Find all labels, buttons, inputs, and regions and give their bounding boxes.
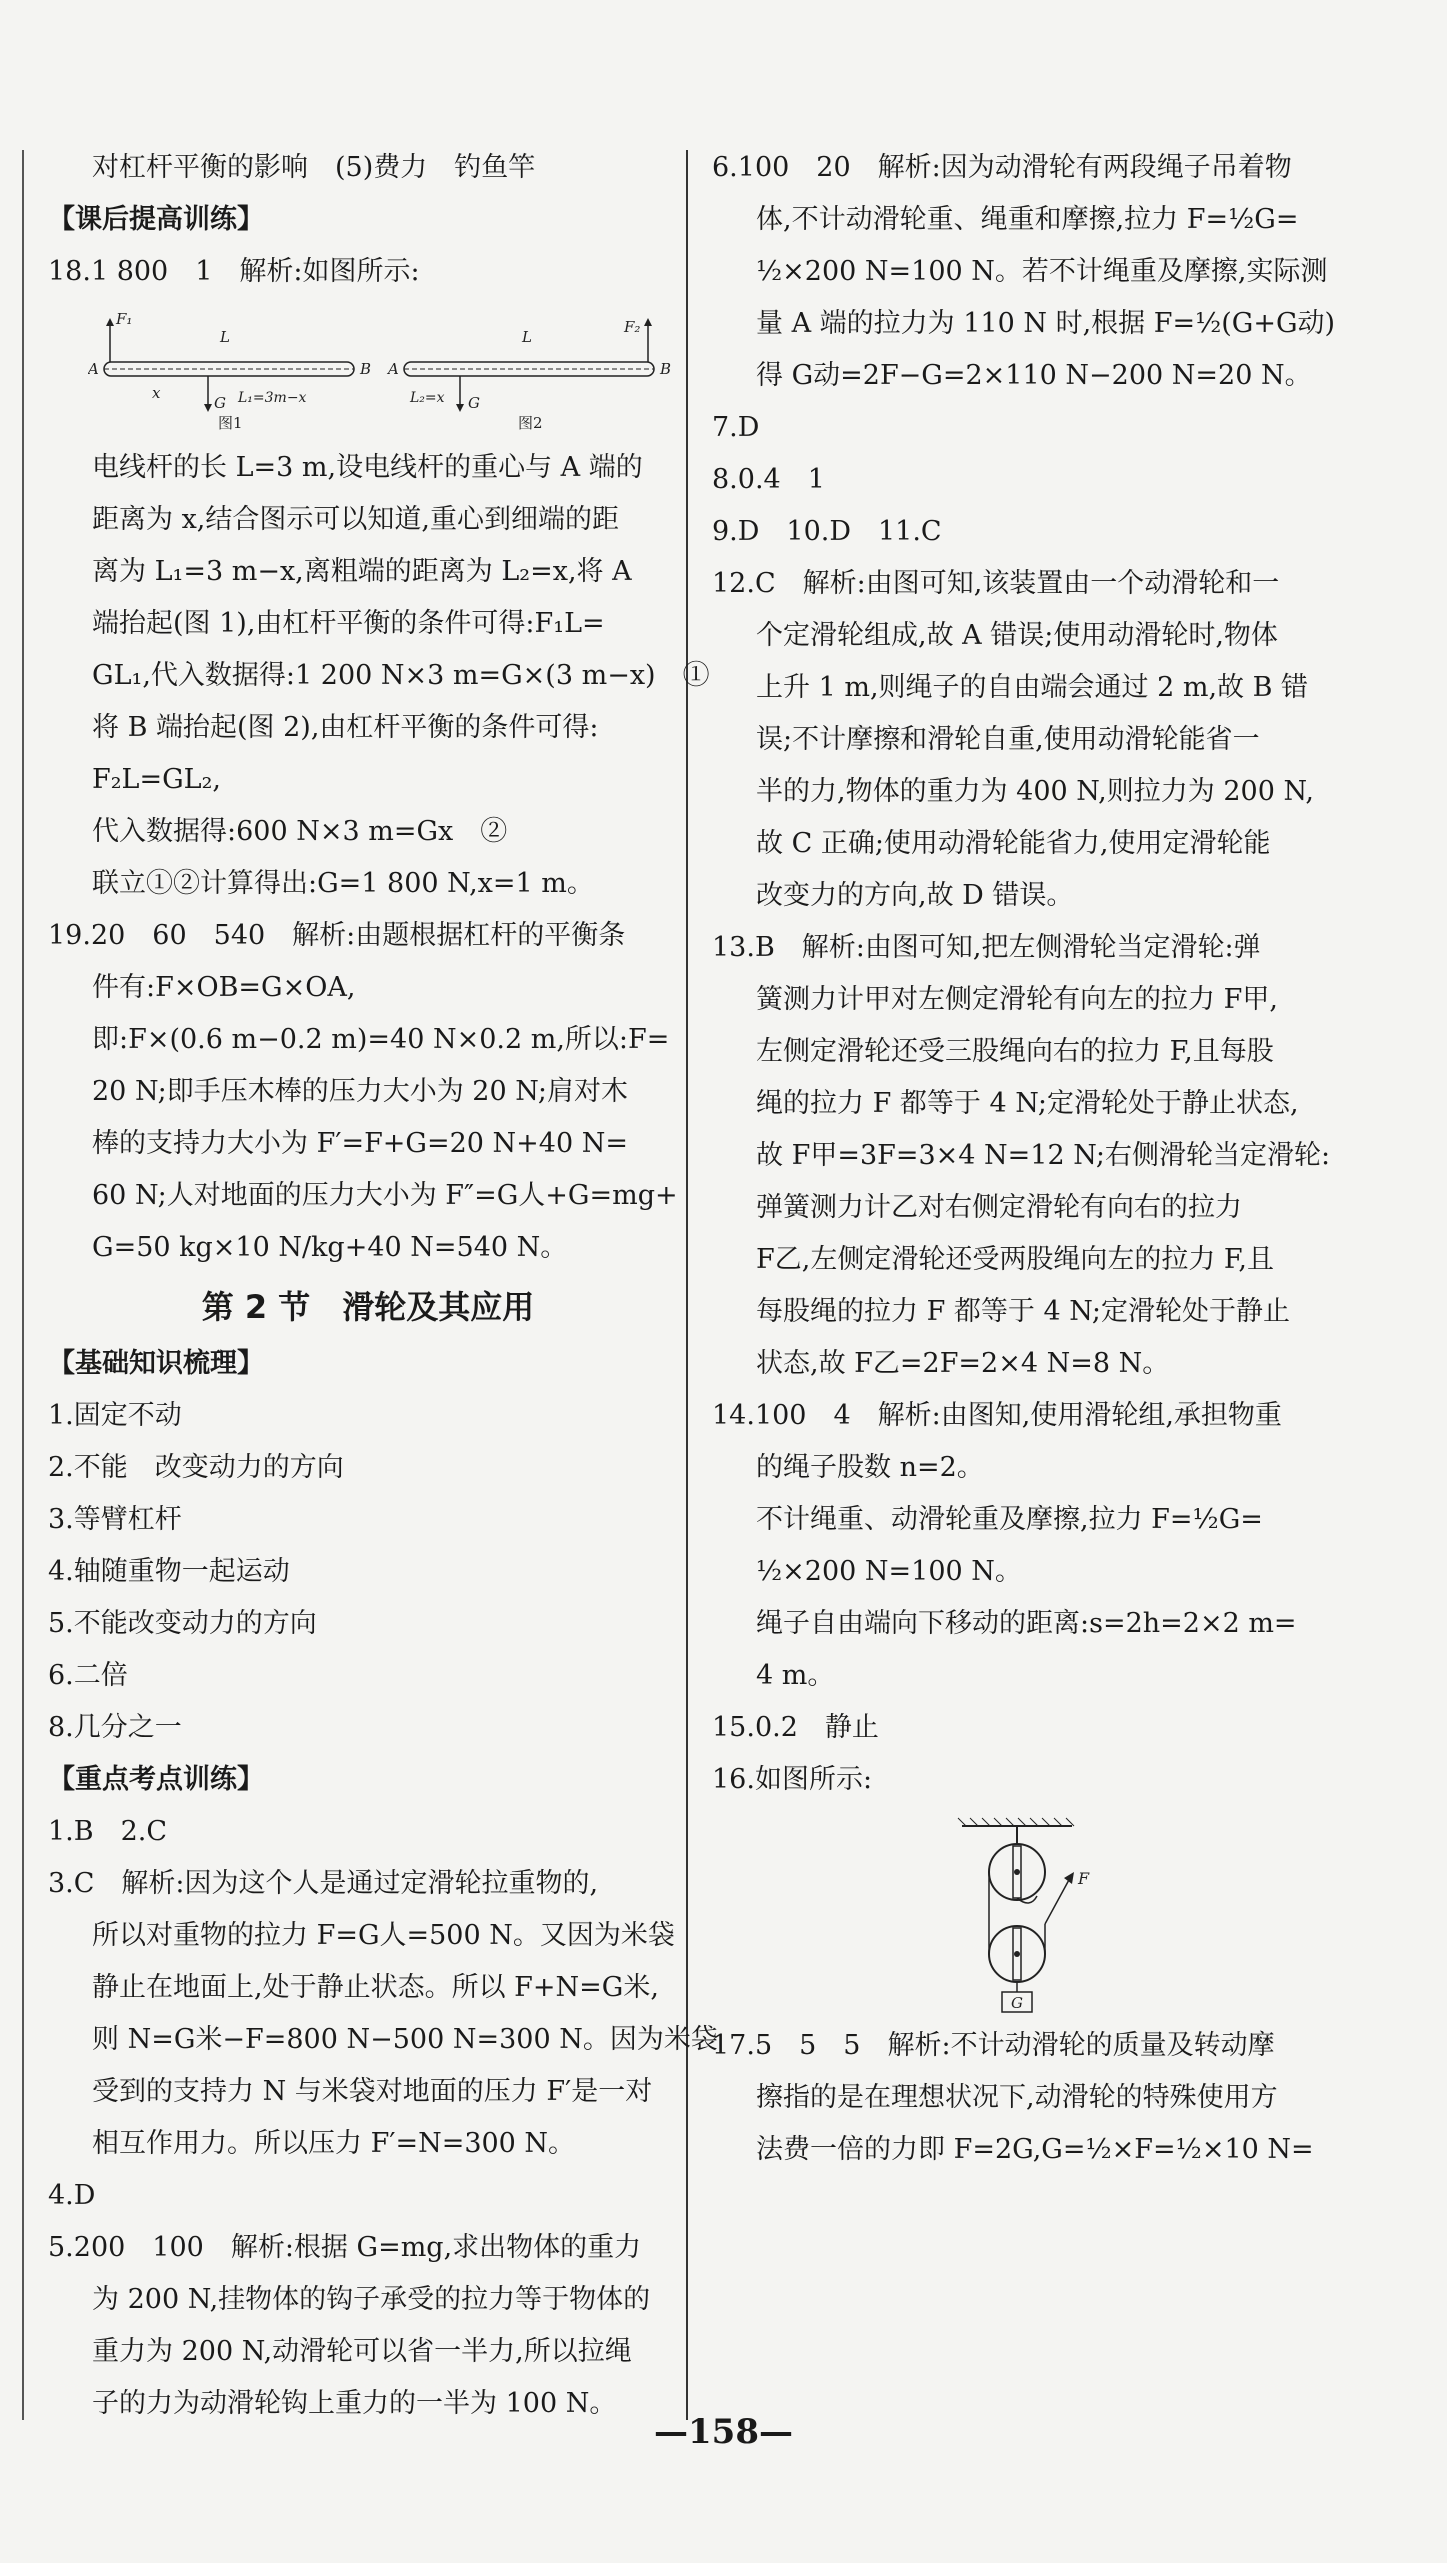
text-line: 每股绳的拉力 F 都等于 4 N;定滑轮处于静止 <box>756 1296 1291 1327</box>
list-item: 7.D <box>712 412 760 443</box>
list-item: 9.D 10.D 11.C <box>712 516 942 547</box>
fig1-label-B: B <box>360 360 372 378</box>
list-item: 1.固定不动 <box>48 1400 182 1431</box>
list-item: 5.不能改变动力的方向 <box>48 1608 317 1639</box>
list-item: 2.不能 改变动力的方向 <box>48 1452 344 1483</box>
answer-14: 14.100 4 解析:由图知,使用滑轮组,承担物重 <box>712 1400 1282 1431</box>
text-line: 绳的拉力 F 都等于 4 N;定滑轮处于静止状态, <box>756 1088 1299 1119</box>
left-column <box>48 150 718 2438</box>
text-line: 的绳子股数 n=2。 <box>756 1452 984 1483</box>
text-line: 半的力,物体的重力为 400 N,则拉力为 200 N, <box>756 776 1314 807</box>
answer-19: 19.20 60 540 解析:由题根据杠杆的平衡条 <box>48 920 626 951</box>
text-line: 误;不计摩擦和滑轮自重,使用动滑轮能省一 <box>756 724 1260 755</box>
list-item: 4.D <box>48 2180 96 2211</box>
fig1-caption: 图1 <box>218 414 243 430</box>
text-line: 为 200 N,挂物体的钩子承受的拉力等于物体的 <box>92 2284 651 2315</box>
text-line: 即:F×(0.6 m−0.2 m)=40 N×0.2 m,所以:F= <box>92 1024 670 1055</box>
fig2-label-B: B <box>660 360 672 378</box>
text-line: 件有:F×OB=G×OA, <box>92 972 356 1003</box>
text-line: 个定滑轮组成,故 A 错误;使用动滑轮时,物体 <box>756 620 1278 651</box>
text-line: 绳子自由端向下移动的距离:s=2h=2×2 m= <box>756 1608 1297 1639</box>
page-edge-line <box>22 150 24 2420</box>
text-line: F₂L=GL₂, <box>92 764 222 795</box>
answer-12: 12.C 解析:由图可知,该装置由一个动滑轮和一 <box>712 568 1280 599</box>
text-line: ½×200 N=100 N。 <box>756 1556 1022 1587</box>
answer-16: 16.如图所示: <box>712 1764 873 1795</box>
figure-1 <box>88 310 371 430</box>
fig2-label-A: A <box>388 360 399 378</box>
list-item: 1.B 2.C <box>48 1816 168 1847</box>
text-line: 故 C 正确;使用动滑轮能省力,使用定滑轮能 <box>756 828 1271 859</box>
text-line: 将 B 端抬起(图 2),由杠杆平衡的条件可得: <box>92 712 599 743</box>
text-line: ½×200 N=100 N。若不计绳重及摩擦,实际测 <box>756 256 1328 287</box>
answer-5: 5.200 100 解析:根据 G=mg,求出物体的重力 <box>48 2232 642 2263</box>
text-line: G=50 kg×10 N/kg+40 N=540 N。 <box>92 1232 568 1263</box>
fig1-label-L: L <box>220 328 230 346</box>
text-line: 代入数据得:600 N×3 m=Gx ② <box>92 816 508 847</box>
text-line: 所以对重物的拉力 F=G人=500 N。又因为米袋 <box>92 1920 675 1951</box>
text-line: 弹簧测力计乙对右侧定滑轮有向右的拉力 <box>756 1192 1242 1223</box>
text-line: 端抬起(图 1),由杠杆平衡的条件可得:F₁L= <box>92 608 605 639</box>
answer-18: 18.1 800 1 解析:如图所示: <box>48 256 420 287</box>
list-item: 8.几分之一 <box>48 1712 182 1743</box>
text-line: 法费一倍的力即 F=2G,G=½×F=½×10 N= <box>756 2134 1314 2165</box>
section-heading: 【课后提高训练】 <box>48 204 264 235</box>
list-item: 8.0.4 1 <box>712 464 825 495</box>
answer-6: 6.100 20 解析:因为动滑轮有两段绳子吊着物 <box>712 152 1292 183</box>
right-column <box>712 150 1336 2184</box>
text-line: 距离为 x,结合图示可以知道,重心到细端的距 <box>92 504 619 535</box>
section-heading: 【基础知识梳理】 <box>48 1348 264 1379</box>
pulley-label-F: F <box>1078 1869 1090 1888</box>
pulley-figure <box>712 1814 1332 2014</box>
list-item: 6.二倍 <box>48 1660 128 1691</box>
list-item: 4.轴随重物一起运动 <box>48 1556 290 1587</box>
text-line: F乙,左侧定滑轮还受两股绳向左的拉力 F,且 <box>756 1244 1275 1275</box>
fig1-label-A: A <box>88 360 99 378</box>
fig2-caption: 图2 <box>518 414 543 430</box>
text-line: 擦指的是在理想状况下,动滑轮的特殊使用方 <box>756 2082 1278 2113</box>
text-line: 离为 L₁=3 m−x,离粗端的距离为 L₂=x,将 A <box>92 556 632 587</box>
text-line: 受到的支持力 N 与米袋对地面的压力 F′是一对 <box>92 2076 653 2107</box>
text-line: 对杠杆平衡的影响 (5)费力 钓鱼竿 <box>92 152 536 183</box>
text-line: 4 m。 <box>756 1660 835 1691</box>
text-line: 故 F甲=3F=3×4 N=12 N;右侧滑轮当定滑轮: <box>756 1140 1331 1171</box>
answer-13: 13.B 解析:由图可知,把左侧滑轮当定滑轮:弹 <box>712 932 1261 963</box>
text-line: 得 G动=2F−G=2×110 N−200 N=20 N。 <box>756 360 1312 391</box>
text-line: 左侧定滑轮还受三股绳向右的拉力 F,且每股 <box>756 1036 1274 1067</box>
fig1-label-F1: F₁ <box>116 310 133 328</box>
text-line: GL₁,代入数据得:1 200 N×3 m=G×(3 m−x) ① <box>92 660 710 691</box>
lever-figure <box>88 310 688 430</box>
text-line: 20 N;即手压木棒的压力大小为 20 N;肩对木 <box>92 1076 628 1107</box>
text-line: 子的力为动滑轮钩上重力的一半为 100 N。 <box>92 2388 617 2419</box>
text-line: 簧测力计甲对左侧定滑轮有向左的拉力 F甲, <box>756 984 1278 1015</box>
text-line: 量 A 端的拉力为 110 N 时,根据 F=½(G+G动) <box>756 308 1336 339</box>
page-number: —158— <box>654 2412 793 2452</box>
fig1-label-L1: L₁=3m−x <box>238 390 307 406</box>
chapter-heading: 第 2 节 滑轮及其应用 <box>201 1288 535 1326</box>
text-line: 上升 1 m,则绳子的自由端会通过 2 m,故 B 错 <box>756 672 1309 703</box>
text-line: 联立①②计算得出:G=1 800 N,x=1 m。 <box>92 868 594 899</box>
text-line: 体,不计动滑轮重、绳重和摩擦,拉力 F=½G= <box>756 204 1299 235</box>
answer-17: 17.5 5 5 解析:不计动滑轮的质量及转动摩 <box>712 2030 1275 2061</box>
fig2-label-L2: L₂=x <box>410 390 445 406</box>
text-line: 改变力的方向,故 D 错误。 <box>756 880 1074 911</box>
text-line: 静止在地面上,处于静止状态。所以 F+N=G米, <box>92 1972 659 2003</box>
text-line: 相互作用力。所以压力 F′=N=300 N。 <box>92 2128 576 2159</box>
fig2-label-F2: F₂ <box>624 318 641 336</box>
list-item: 3.等臂杠杆 <box>48 1504 182 1535</box>
answer-3: 3.C 解析:因为这个人是通过定滑轮拉重物的, <box>48 1868 599 1899</box>
fig2-label-G: G <box>468 394 480 412</box>
section-heading: 【重点考点训练】 <box>48 1764 264 1795</box>
text-line: 重力为 200 N,动滑轮可以省一半力,所以拉绳 <box>92 2336 632 2367</box>
fig1-label-G: G <box>214 394 226 412</box>
list-item: 15.0.2 静止 <box>712 1712 879 1743</box>
pulley-label-G: G <box>1011 1994 1023 2012</box>
text-line: 不计绳重、动滑轮重及摩擦,拉力 F=½G= <box>756 1504 1263 1535</box>
fig2-label-L: L <box>522 328 532 346</box>
text-line: 电线杆的长 L=3 m,设电线杆的重心与 A 端的 <box>92 452 643 483</box>
text-line: 60 N;人对地面的压力大小为 F″=G人+G=mg+ <box>92 1180 678 1211</box>
text-line: 棒的支持力大小为 F′=F+G=20 N+40 N= <box>92 1128 628 1159</box>
figure-2 <box>386 318 671 430</box>
text-line: 状态,故 F乙=2F=2×4 N=8 N。 <box>756 1348 1170 1379</box>
text-line: 则 N=G米−F=800 N−500 N=300 N。因为米袋 <box>92 2024 718 2055</box>
fig1-label-x: x <box>152 384 161 402</box>
